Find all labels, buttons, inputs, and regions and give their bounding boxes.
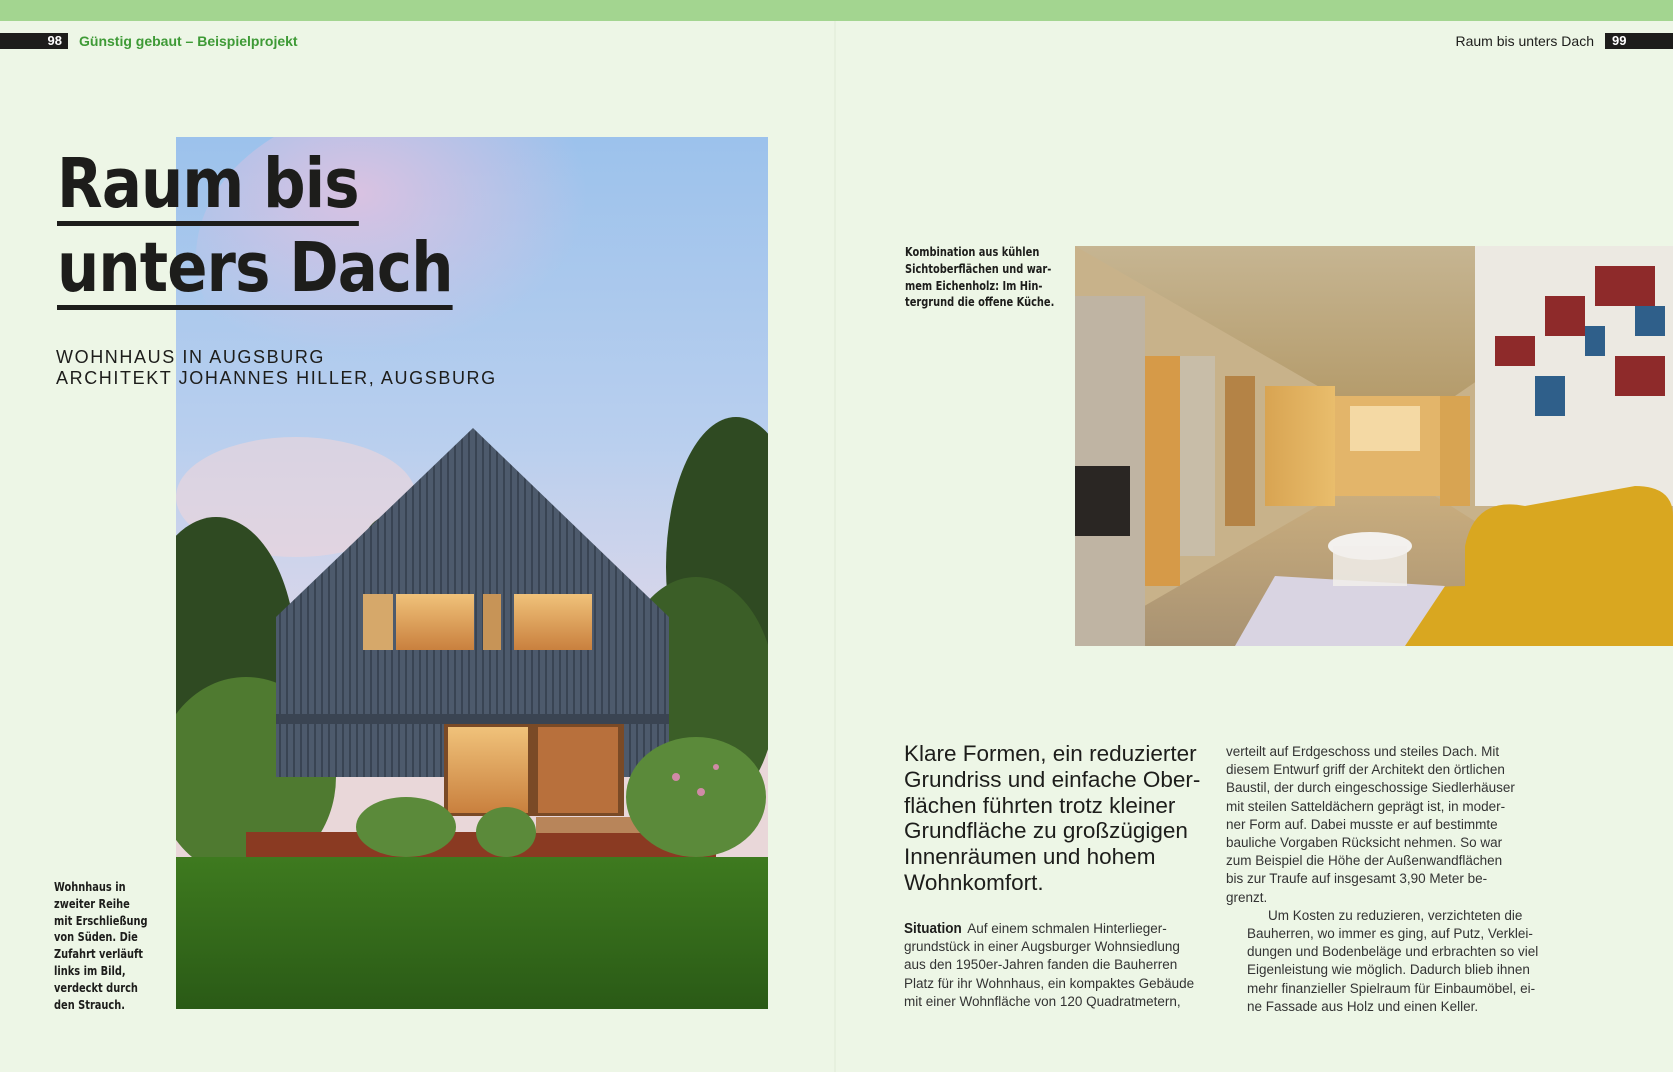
body-line: bis zur Traufe auf insgesamt 3,90 Meter be- [1226, 871, 1488, 887]
body-line: Baustil, der durch eingeschossige Siedlerhäuser [1226, 780, 1515, 796]
body-line: grenzt. [1226, 889, 1268, 905]
caption-line: Wohnhaus in [54, 880, 126, 894]
lead-line: Klare Formen, ein reduzierter [904, 741, 1197, 766]
body-column-2 [1226, 743, 1539, 1016]
run-in-heading: Situation [904, 920, 962, 937]
interior-photo-caption [905, 244, 1054, 311]
caption-line: mem Eichenholz: Im Hin- [905, 278, 1043, 293]
body-line: dungen und Bodenbeläge und erbrachten so viel [1247, 944, 1539, 960]
subtitle-architect: ARCHITEKT JOHANNES HILLER, AUGSBURG [56, 368, 497, 388]
running-head-left [0, 33, 298, 49]
body-column-1 [904, 920, 1214, 1011]
caption-line: verdeckt durch [54, 980, 138, 995]
lead-line: flächen führten trotz kleiner [904, 792, 1176, 818]
caption-line: Zufahrt verläuft [54, 947, 143, 962]
article-title [57, 142, 453, 310]
house-photo-caption [54, 879, 148, 1013]
body-line: grundstück in einer Augsburger Wohnsiedlung [904, 939, 1180, 955]
caption-line: von Süden. Die [54, 930, 138, 945]
body-line: mit steilen Satteldächern geprägt ist, in moder- [1226, 798, 1506, 814]
top-color-bar [0, 0, 1673, 21]
body-line: Auf einem schmalen Hinterlieger- [967, 921, 1167, 936]
lead-line: Innenräumen und hohem [904, 844, 1156, 870]
title-line-1: Raum bis [57, 144, 359, 224]
caption-line: links im Bild, [54, 963, 126, 978]
body-line: Um Kosten zu reduzieren, verzichteten die [1268, 907, 1523, 923]
body-line: Platz für ihr Wohnhaus, ein kompaktes Gebäude [904, 975, 1195, 991]
caption-line: den Strauch. [54, 997, 126, 1012]
body-line: Bauherren, wo immer es ging, auf Putz, Verklei- [1247, 926, 1533, 942]
lead-line: Grundriss und einfache Ober- [904, 766, 1201, 792]
section-title-right: Raum bis unters Dach [1455, 33, 1594, 49]
body-paragraph [1226, 743, 1536, 907]
lead-line: Grundfläche zu großzügigen [904, 818, 1188, 844]
body-paragraph [1226, 907, 1539, 1016]
body-line: ner Form auf. Dabei musste er auf bestimmte [1226, 816, 1498, 832]
caption-line: Sichtoberflächen und war- [905, 261, 1052, 276]
body-line: verteilt auf Erdgeschoss und steiles Dach. Mit [1226, 744, 1500, 759]
subtitle-project: WOHNHAUS IN AUGSBURG [56, 347, 326, 367]
body-line: mit einer Wohnfläche von 120 Quadratmetern, [904, 993, 1181, 1009]
caption-line: zweiter Reihe [54, 896, 130, 911]
body-line: ne Fassade aus Holz und einen Keller. [1247, 998, 1479, 1014]
page-number-right: 99 [1605, 33, 1673, 49]
article-subtitle [56, 347, 497, 389]
caption-line: mit Erschließung [54, 913, 148, 928]
running-head-right [1455, 33, 1673, 49]
section-title-left: Günstig gebaut – Beispielprojekt [79, 33, 298, 49]
interior-photo [1075, 246, 1673, 646]
caption-line: tergrund die offene Küche. [905, 295, 1055, 310]
body-line: diesem Entwurf griff der Architekt den örtlichen [1226, 762, 1505, 778]
caption-line: Kombination aus kühlen [905, 245, 1040, 259]
body-line: aus den 1950er-Jahren fanden die Bauherren [904, 957, 1178, 973]
body-line: mehr finanzieller Spielraum für Einbaumöbel, ei- [1247, 980, 1536, 996]
page-gutter [834, 21, 836, 1072]
lead-paragraph [904, 741, 1214, 896]
page-number-left: 98 [0, 33, 68, 49]
body-line: bauliche Vorgaben Rücksicht nehmen. So war [1226, 835, 1503, 851]
lead-line: Wohnkomfort. [904, 869, 1044, 895]
body-line: Eigenleistung wie möglich. Dadurch blieb ihnen [1247, 962, 1530, 978]
body-line: zum Beispiel die Höhe der Außenwandflächen [1226, 853, 1503, 869]
title-line-2: unters Dach [57, 228, 453, 308]
